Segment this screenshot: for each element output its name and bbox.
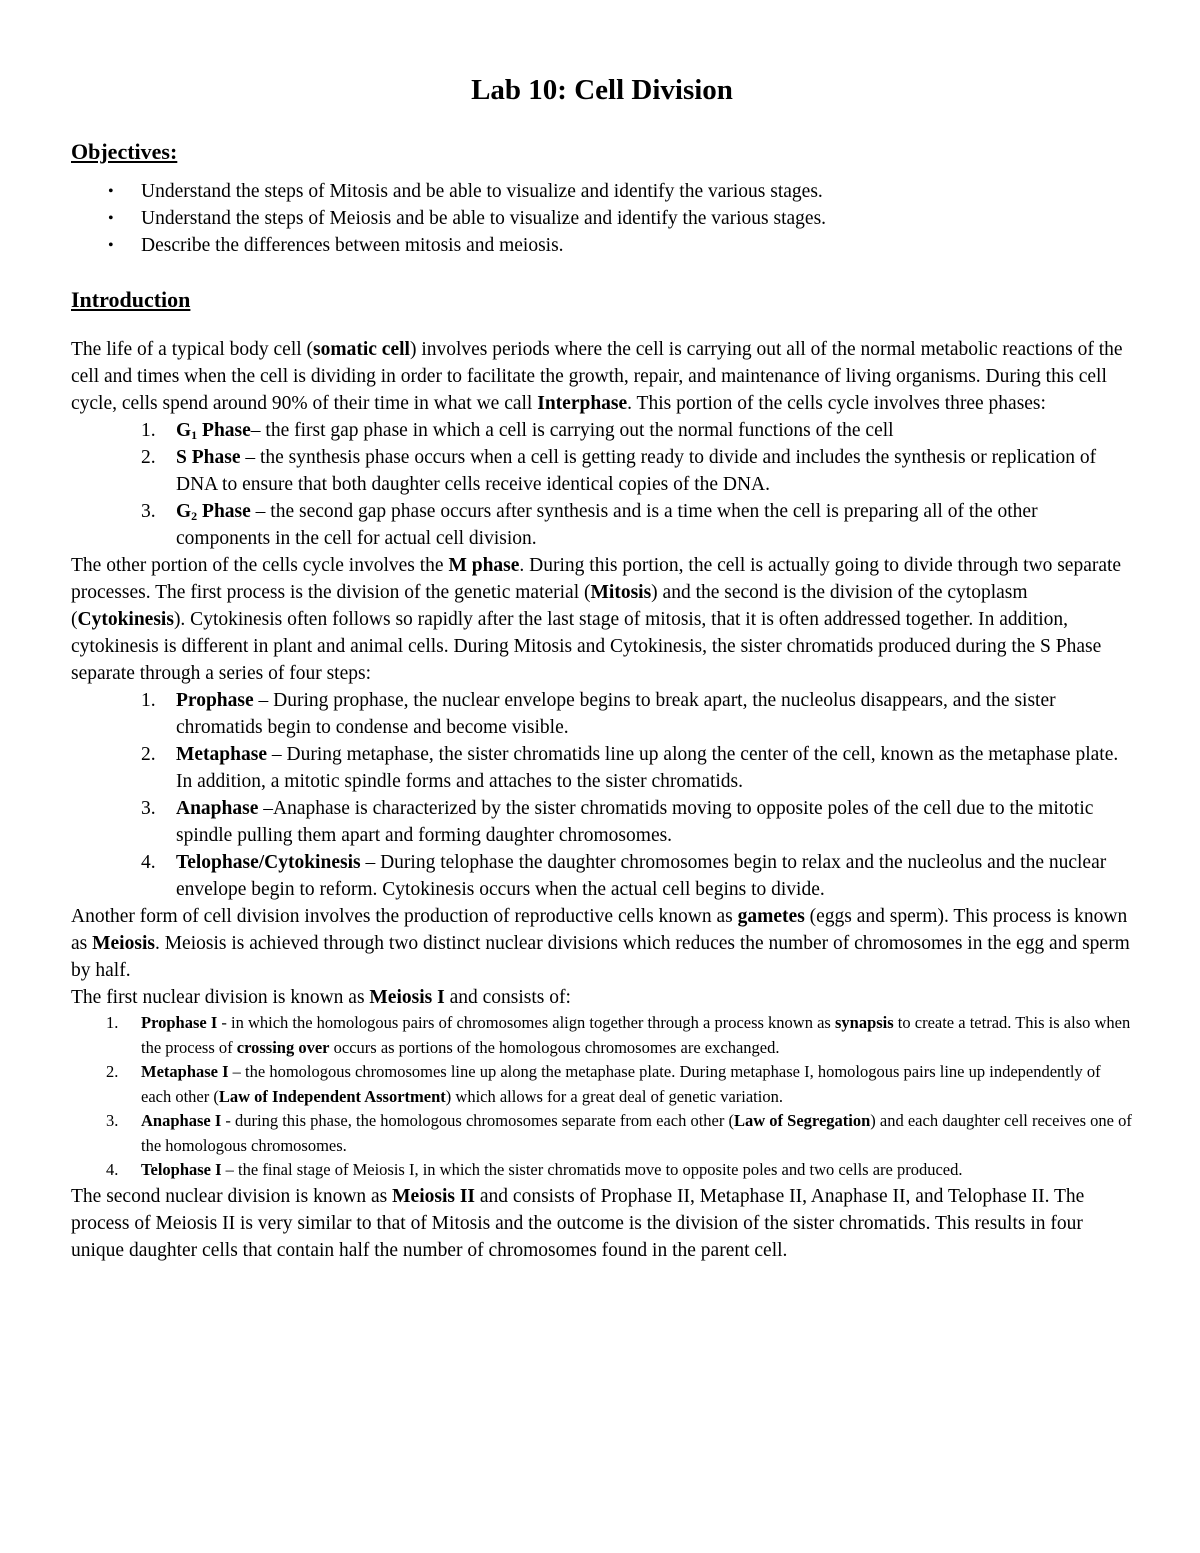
list-item: 2. S Phase – the synthesis phase occurs when a cell is getting ready to divide and includes the synthesis or replication of DNA to ensure that both daughter cells receive identical copies of the DNA. bbox=[141, 447, 1097, 495]
page-title: Lab 10: Cell Division bbox=[471, 74, 733, 106]
list-item: 2. Metaphase – During metaphase, the sister chromatids line up along the center of the cell, known as the metaphase plate. In addition, a mitotic spindle forms and attaches to the sister chromatids. bbox=[141, 744, 1119, 792]
list-item: 4. Telophase/Cytokinesis – During telophase the daughter chromosomes begin to relax and the nucleolus and the nuclear envelope begin to reform. Cytokinesis occurs when the actual cell begins to divide. bbox=[141, 852, 1107, 900]
objectives-heading: Objectives: bbox=[71, 139, 178, 164]
list-item: 3. $G_2$ Phase – the second gap phase occurs after synthesis and is a time when the cell is preparing all of the other components in the cell for actual cell division. bbox=[141, 501, 1038, 549]
list-item: 4. Telophase I – the final stage of Meiosis I, in which the sister chromatids move to opposite poles and two cells are produced. bbox=[106, 1160, 963, 1179]
objective-item: • Understand the steps of Meiosis and be able to visualize and identify the various stages. bbox=[141, 205, 1133, 232]
objective-item: • Describe the differences between mitosis and meiosis. bbox=[141, 232, 1133, 259]
bullet-icon: • bbox=[108, 237, 114, 254]
interphase-steps-list bbox=[71, 417, 1133, 552]
intro-paragraph-5: The second nuclear division is known as Meiosis II and consists of Prophase II, Metaphase II, Anaphase II, and Telophase II. The process of Meiosis II is very similar to that of Mitosis and the outcome is the division of the sister chromatids. This results in four unique daughter cells that contain half the number of chromosomes found in the parent cell. bbox=[71, 1185, 1085, 1261]
bullet-icon: • bbox=[108, 183, 114, 200]
list-item: 2. Metaphase I – the homologous chromosomes line up along the metaphase plate. During metaphase I, homologous pairs line up independently of each other (Law of Independent Assortment) which allows for a great deal of genetic variation. bbox=[106, 1062, 1101, 1106]
introduction-heading: Introduction bbox=[71, 287, 191, 312]
document-page bbox=[71, 72, 1133, 1264]
list-item: 1. Prophase – During prophase, the nuclear envelope begins to break apart, the nucleolus disappears, and the sister chromatids begin to condense and become visible. bbox=[141, 690, 1056, 738]
intro-paragraph-4: The first nuclear division is known as Meiosis I and consists of: bbox=[71, 987, 571, 1008]
list-item: 3. Anaphase I - during this phase, the homologous chromosomes separate from each other (Law of Segregation) and each daughter cell receives one of the homologous chromosomes. bbox=[106, 1111, 1132, 1155]
list-item: 1. Prophase I - in which the homologous pairs of chromosomes align together through a process known as synapsis to create a tetrad. This is also when the process of crossing over occurs as portions of the homologous chromosomes are exchanged. bbox=[106, 1013, 1131, 1057]
intro-paragraph-1: The life of a typical body cell (somatic cell) involves periods where the cell is carrying out all of the normal metabolic reactions of the cell and times when the cell is dividing in order to facilitate the growth, repair, and maintenance of living organisms. During this cell cycle, cells spend around 90% of their time in what we call Interphase. This portion of the cells cycle involves three phases: bbox=[71, 339, 1123, 414]
intro-paragraph-2: The other portion of the cells cycle involves the M phase. During this portion, the cell is actually going to divide through two separate processes. The first process is the division of the genetic material (Mitosis) and the second is the division of the cytoplasm (Cytokinesis). Cytokinesis often follows so rapidly after the last stage of mitosis, that it is often addressed together. In addition, cytokinesis is different in plant and animal cells. During Mitosis and Cytokinesis, the sister chromatids produced during the S Phase separate through a series of four steps: bbox=[71, 555, 1122, 684]
list-item: 3. Anaphase –Anaphase is characterized by the sister chromatids moving to opposite poles of the cell due to the mitotic spindle pulling them apart and forming daughter chromosomes. bbox=[141, 798, 1094, 846]
objective-item: • Understand the steps of Mitosis and be able to visualize and identify the various stages. bbox=[141, 178, 1133, 205]
intro-paragraph-3: Another form of cell division involves the production of reproductive cells known as gametes (eggs and sperm). This process is known as Meiosis. Meiosis is achieved through two distinct nuclear divisions which reduces the number of chromosomes in the egg and sperm by half. bbox=[71, 906, 1130, 981]
list-item: 1. $G_1$ Phase– the first gap phase in which a cell is carrying out the normal functions of the cell bbox=[141, 420, 894, 442]
mitosis-steps-list bbox=[71, 687, 1133, 903]
objectives-list bbox=[71, 178, 1133, 259]
meiosis-i-steps-list bbox=[71, 1011, 1133, 1183]
bullet-icon: • bbox=[108, 210, 114, 227]
